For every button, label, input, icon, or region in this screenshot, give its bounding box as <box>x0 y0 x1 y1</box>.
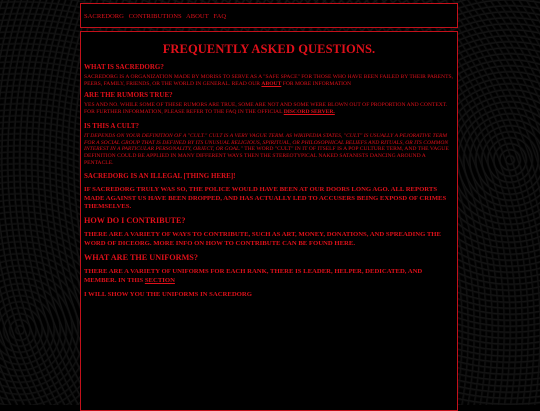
faq-answer <box>84 268 454 285</box>
contribute-here-link[interactable]: HERE <box>334 239 354 247</box>
answer-text: . <box>353 239 355 247</box>
answer-text: YES AND NO. WHILE SOME OF THESE RUMORS ARE TRUE, SOME ARE NOT AND SOME WERE BLOWN OUT OF PROPORTION AND CONTEXT. FOR FURTHER INFORMATION, PLEASE REFER TO THE FAQ IN THE OFFICIAL <box>84 102 448 116</box>
page-title: FREQUENTLY ASKED QUESTIONS. <box>162 42 376 56</box>
faq-answer-extra: I WILL SHOW YOU THE UNIFORMS IN SACREDORG <box>84 290 252 298</box>
answer-text: THERE ARE A VARIETY OF UNIFORMS FOR EACH RANK, THERE IS LEADER, HELPER, DEDICATED, AND MEMBER. IN THIS <box>84 268 423 284</box>
nav-link-about[interactable]: ABOUT <box>186 13 209 20</box>
wikipedia-quote: IT DEPENDS ON YOUR DEFINITION OF A "CULT." CULT IS A VERY VAGUE TERM. AS WIKIPEDIA STATES, "CULT" IS USUALLY A PEJORATIVE TERM FOR A SOCIAL GROUP THAT IS DEFINED BY ITS UNUSUAL RELIGIOUS, SPIRITUAL, OR PHILOSOPHICAL BELIEFS AND RITUALS, OR ITS COMMON INTEREST IN A PARTICULAR PERSONALITY, OBJECT, OR GOAL." <box>84 132 449 153</box>
answer-text: SACREDORG IS A ORGANIZATION MADE BY MORISS TO SERVE AS A "SAFE SPACE" FOR THOSE WHO HAVE BEEN FAILED BY THEIR PARENTS, PEERS, FAMILY, FRIENDS, OR THE WORLD IN GENERAL. READ OUR <box>84 74 454 87</box>
discord-server-link[interactable]: DISCORD SERVER. <box>283 109 335 116</box>
faq-answer <box>84 102 454 115</box>
nav-link-faq[interactable]: FAQ <box>213 13 227 20</box>
nav-link-contributions[interactable]: CONTRIBUTIONS <box>128 13 182 20</box>
answer-text: FOR MORE INFORMATION <box>281 80 352 87</box>
answer-text: THERE ARE A VARIETY OF WAYS TO CONTRIBUTE, SUCH AS ART, MONEY, DONATIONS, AND SPREADING THE WORD OF DICEORG. MORE INFO ON HOW TO CONTRIBUTE CAN BE FOUND <box>84 231 441 247</box>
faq-question: IS THIS A CULT? <box>84 121 140 130</box>
uniforms-section-link[interactable]: SECTION <box>144 276 175 284</box>
faq-answer: IF SACREDORG TRULY WAS SO, THE POLICE WOULD HAVE BEEN AT OUR DOORS LONG AGO. ALL REPORTS MADE AGAINST US HAVE BEEN DROPPED, AND HAS ACTUALLY LED TO ACCUSERS BEING EXPOSD OF CRIMES THEMSELVES. <box>84 186 447 211</box>
faq-question: HOW DO I CONTRIBUTE? <box>84 216 186 226</box>
faq-answer <box>84 231 454 248</box>
answer-text: THE WORD "CULT" IN IT OF ITSELF IS A POP CULTURE TERM, AND THE VAGUE DEFINITION COULD BE APPLIED IN MANY DIFFERENT WAYS THEN THE STEREOTYPICAL NAKED SATANISTS DANCING AROUND A PENTACLE. <box>84 146 449 166</box>
faq-question: WHAT ARE THE UNIFORMS? <box>84 253 198 263</box>
faq-question: WHAT IS SACREDORG? <box>84 63 164 71</box>
faq-answer <box>84 74 454 87</box>
faq-panel <box>80 31 458 411</box>
faq-question: ARE THE RUMORS TRUE? <box>84 91 173 100</box>
top-navigation-bar <box>80 3 458 28</box>
faq-list <box>81 63 457 299</box>
nav-link-sacredorg[interactable]: SACREDORG <box>84 13 124 20</box>
about-link[interactable]: ABOUT <box>261 80 282 87</box>
faq-question: SACREDORG IS AN ILLEGAL [THING HERE]! <box>84 172 236 181</box>
faq-answer <box>84 133 454 167</box>
